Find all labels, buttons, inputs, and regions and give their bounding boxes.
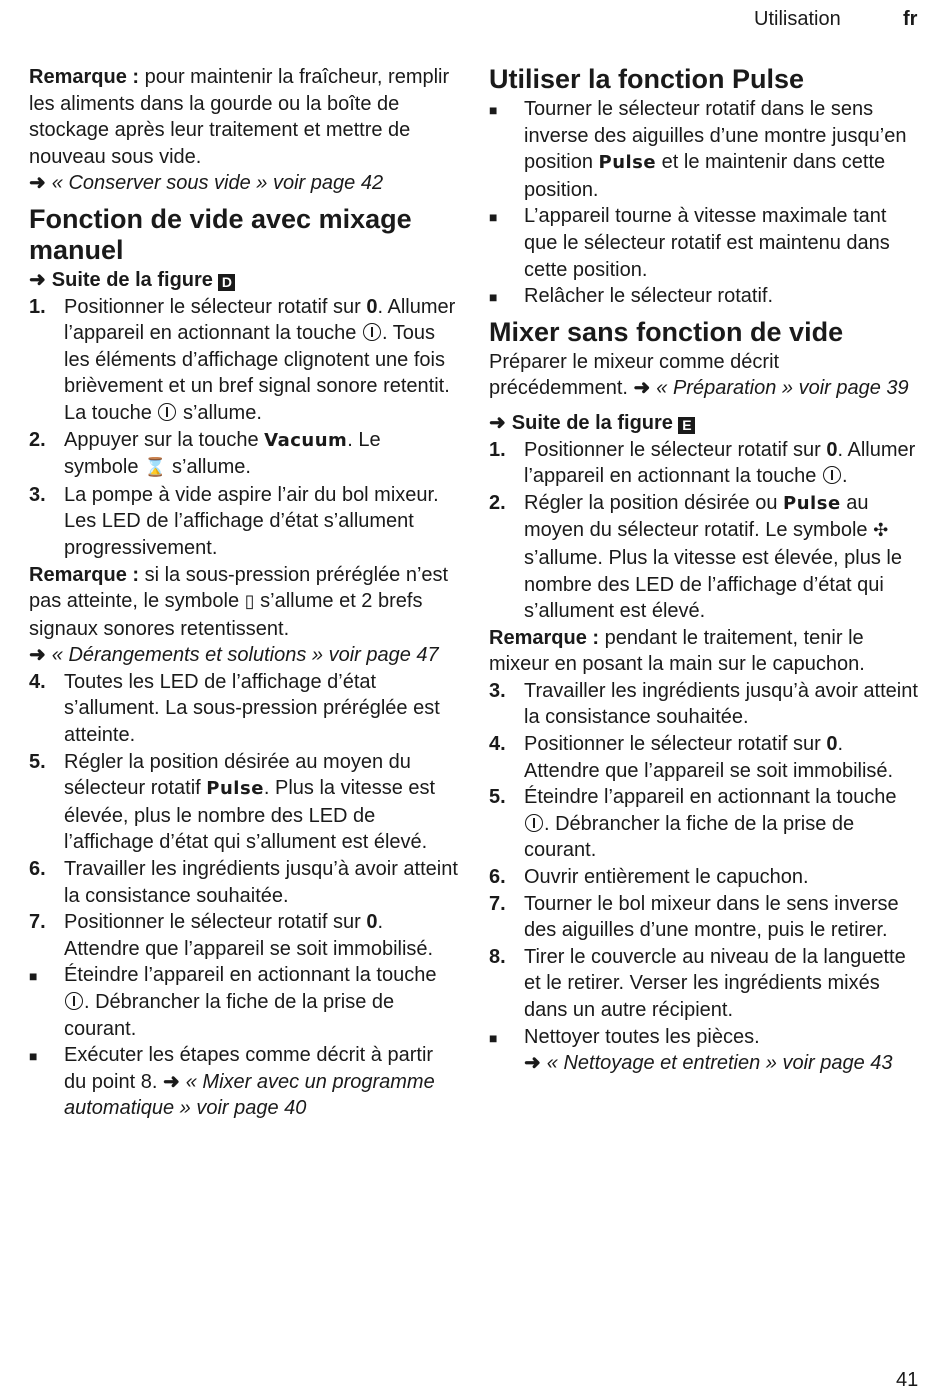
step-number: 3.	[489, 679, 506, 702]
power-icon	[823, 466, 841, 484]
note-text: pendant le traitement, tenir le mixeur en posant la main sur le capuchon.	[489, 626, 865, 676]
list-item	[29, 856, 459, 909]
list-item	[29, 669, 459, 749]
step-text: Tirer le couvercle au niveau de la languette et le retirer. Verser les ingrédients mixés dans un autre récipient.	[524, 945, 906, 1021]
step-number: 1.	[489, 438, 506, 461]
step-text: Éteindre l’appareil en actionnant la touche	[524, 786, 897, 809]
list-item	[29, 482, 459, 562]
arrow-right-icon: ➜	[29, 268, 46, 291]
note-souspression	[29, 562, 459, 643]
ref-nettoyage-link[interactable]	[524, 1052, 893, 1074]
step-text: Relâcher le sélecteur rotatif.	[524, 285, 774, 308]
note-text: s’allume et 2 brefs signaux sonores retentissent.	[29, 590, 423, 640]
ref-text: « Préparation » voir page 39	[656, 377, 909, 400]
step-text: . Débrancher la fiche de la prise de courant.	[64, 991, 395, 1040]
bullet-icon: ■	[489, 289, 498, 306]
step-text: Travailler les ingrédients jusqu’à avoir atteint la consistance souhaitée.	[524, 679, 918, 729]
step-text: Positionner le sélecteur rotatif sur	[524, 733, 827, 756]
step-text: Appuyer sur la touche	[64, 428, 265, 451]
arrow-right-icon: ➜	[162, 1070, 180, 1093]
pulse-key-label: Pulse	[783, 492, 841, 514]
ref-conserver-link[interactable]	[29, 170, 459, 197]
arrow-right-icon: ➜	[29, 644, 46, 667]
list-item	[489, 96, 919, 203]
step-text: . Tous les éléments d’affichage clignotent une fois brièvement et un bref signal sonore retentit. La touche	[64, 322, 450, 424]
step-text: Tourner le sélecteur rotatif dans le sens inverse des aiguilles d’une montre jusqu’en position	[524, 98, 907, 174]
figure-letter-icon: D	[218, 274, 235, 291]
step-number: 6.	[29, 858, 46, 881]
step-number: 1.	[29, 295, 46, 318]
figure-ref	[29, 267, 459, 294]
note-label: Remarque :	[29, 66, 140, 88]
mixing-symbol-icon: ✣	[873, 520, 889, 542]
figure-letter-icon: E	[678, 417, 695, 434]
ref-text: « Mixer avec un programme automatique » voir page 40	[64, 1070, 435, 1120]
power-icon	[363, 323, 381, 341]
step-number: 4.	[489, 733, 506, 756]
ref-preparation-link[interactable]	[634, 377, 909, 399]
intro-paragraph	[489, 349, 919, 402]
right-column	[489, 64, 919, 1077]
step-text: . Allumer l’appareil en actionnant la touche	[524, 438, 916, 488]
step-number: 5.	[29, 750, 46, 773]
step-text: Positionner le sélecteur rotatif sur	[64, 911, 367, 934]
step-text: Positionner le sélecteur rotatif sur	[524, 438, 827, 461]
list-item	[489, 490, 919, 625]
heading-mixer-sans-vide: Mixer sans fonction de vide	[489, 316, 844, 347]
step-number: 3.	[29, 483, 46, 506]
step-text: et le maintenir dans cette position.	[524, 151, 886, 201]
note-text: pour maintenir la fraîcheur, remplir les aliments dans la gourde ou la boîte de stockage après leur traitement et mettre de nouveau sous vide.	[29, 66, 450, 168]
page-number: 41	[896, 1369, 919, 1391]
note-fresh	[29, 64, 459, 170]
step-text: Nettoyer toutes les pièces.	[524, 1025, 760, 1048]
list-item	[489, 891, 919, 944]
list-item	[489, 731, 919, 784]
step-text: . Le symbole	[64, 428, 381, 479]
power-icon	[158, 403, 176, 421]
ref-text: « Nettoyage et entretien » voir page 43	[546, 1052, 893, 1075]
list-item	[489, 203, 919, 283]
vacuum-key-label: Vacuum	[264, 429, 348, 451]
heading-pulse: Utiliser la fonction Pulse	[489, 64, 805, 94]
list-item	[489, 678, 919, 731]
step-text: au moyen du sélecteur rotatif. Le symbole	[524, 491, 874, 542]
step-number: 4.	[29, 670, 46, 693]
power-icon	[65, 992, 83, 1010]
arrow-right-icon: ➜	[29, 172, 46, 195]
zero-position: 0	[366, 295, 378, 318]
step-number: 2.	[29, 428, 46, 451]
step-text: L’appareil tourne à vitesse maximale tant que le sélecteur rotatif est maintenu dans cette position.	[524, 205, 890, 281]
step-number: 7.	[489, 892, 506, 915]
zero-position: 0	[366, 911, 378, 934]
step-text: Exécuter les étapes comme décrit à partir du point 8.	[64, 1044, 434, 1093]
note-label: Remarque :	[29, 563, 140, 586]
list-item	[29, 427, 459, 482]
bullet-icon: ■	[489, 102, 498, 118]
step-text: . Attendre que l’appareil se soit immobilisé.	[524, 733, 894, 782]
arrow-right-icon: ➜	[633, 377, 651, 400]
pulse-key-label: Pulse	[206, 778, 264, 800]
list-item	[29, 294, 459, 427]
left-column	[29, 64, 459, 1122]
bullet-icon: ■	[489, 209, 498, 226]
step-text: s’allume. Plus la vitesse est élevée, plus le nombre des LED de l’affichage d’état qui s’allument est élevé.	[524, 546, 902, 623]
zero-position: 0	[826, 438, 838, 461]
list-item	[29, 1042, 459, 1122]
list-item	[29, 909, 459, 962]
step-text: Toutes les LED de l’affichage d’état s’allument. La sous-pression préréglée est atteinte.	[64, 670, 440, 747]
step-text: Ouvrir entièrement le capuchon.	[524, 866, 809, 889]
list-item	[29, 962, 459, 1042]
step-text: . Plus la vitesse est élevée, plus le nombre des LED de l’affichage d’état qui s’allument est élevé.	[64, 777, 436, 854]
arrow-right-icon: ➜	[489, 411, 506, 434]
step-text: Travailler les ingrédients jusqu’à avoir atteint la consistance souhaitée.	[64, 858, 458, 907]
step-number: 5.	[489, 786, 506, 809]
pulse-key-label: Pulse	[598, 152, 657, 174]
step-text: . Allumer l’appareil en actionnant la touche	[64, 295, 456, 345]
step-text: s’allume.	[177, 401, 262, 424]
step-text: . Débrancher la fiche de la prise de courant.	[524, 812, 855, 862]
step-text: Éteindre l’appareil en actionnant la touche	[64, 964, 437, 987]
ref-derangements-link[interactable]	[29, 642, 459, 669]
figure-ref	[489, 410, 919, 437]
figure-ref-text: Suite de la figure	[51, 268, 219, 291]
note-label: Remarque :	[489, 626, 600, 649]
step-text: .	[842, 465, 848, 488]
list-item	[29, 749, 459, 856]
step-text: s’allume.	[166, 456, 251, 479]
arrow-right-icon: ➜	[524, 1052, 541, 1075]
step-text: La pompe à vide aspire l’air du bol mixeur. Les LED de l’affichage d’état s’allument progressivement.	[64, 483, 439, 559]
step-number: 2.	[489, 491, 506, 514]
vacuum-symbol-icon: ⌛	[144, 457, 167, 479]
note-capuchon	[489, 625, 919, 678]
step-text: Régler la position désirée ou	[524, 491, 784, 514]
note-text: si la sous-pression préréglée n’est pas atteinte, le symbole	[29, 563, 449, 613]
error-symbol-icon: ▯	[244, 591, 255, 613]
header-section: Utilisation	[754, 8, 841, 30]
step-text: Régler la position désirée au moyen du sélecteur rotatif	[64, 750, 411, 800]
bullet-icon: ■	[29, 968, 38, 985]
step-text: Tourner le bol mixeur dans le sens inverse des aiguilles d’une montre, puis le retirer.	[524, 892, 899, 942]
step-text: Positionner le sélecteur rotatif sur	[64, 295, 367, 318]
list-item	[489, 437, 919, 490]
list-item	[489, 283, 919, 310]
list-item	[489, 1024, 919, 1077]
bullet-icon: ■	[29, 1048, 38, 1065]
step-number: 6.	[489, 866, 506, 889]
ref-text: « Dérangements et solutions » voir page 47	[51, 644, 439, 667]
list-item	[489, 944, 919, 1024]
ref-text: « Conserver sous vide » voir page 42	[51, 172, 384, 195]
header-language: fr	[903, 8, 918, 30]
heading-vide-mixage: Fonction de vide avec mixage manuel	[29, 203, 412, 265]
list-item	[489, 784, 919, 864]
step-text: . Attendre que l’appareil se soit immobilisé.	[64, 911, 434, 960]
zero-position: 0	[826, 733, 838, 756]
list-item	[489, 864, 919, 891]
step-number: 8.	[489, 945, 506, 968]
figure-ref-text: Suite de la figure	[511, 411, 679, 434]
step-number: 7.	[29, 911, 46, 934]
bullet-icon: ■	[489, 1029, 498, 1046]
power-icon	[525, 814, 543, 832]
intro-text: Préparer le mixeur comme décrit précédemment.	[489, 350, 780, 400]
